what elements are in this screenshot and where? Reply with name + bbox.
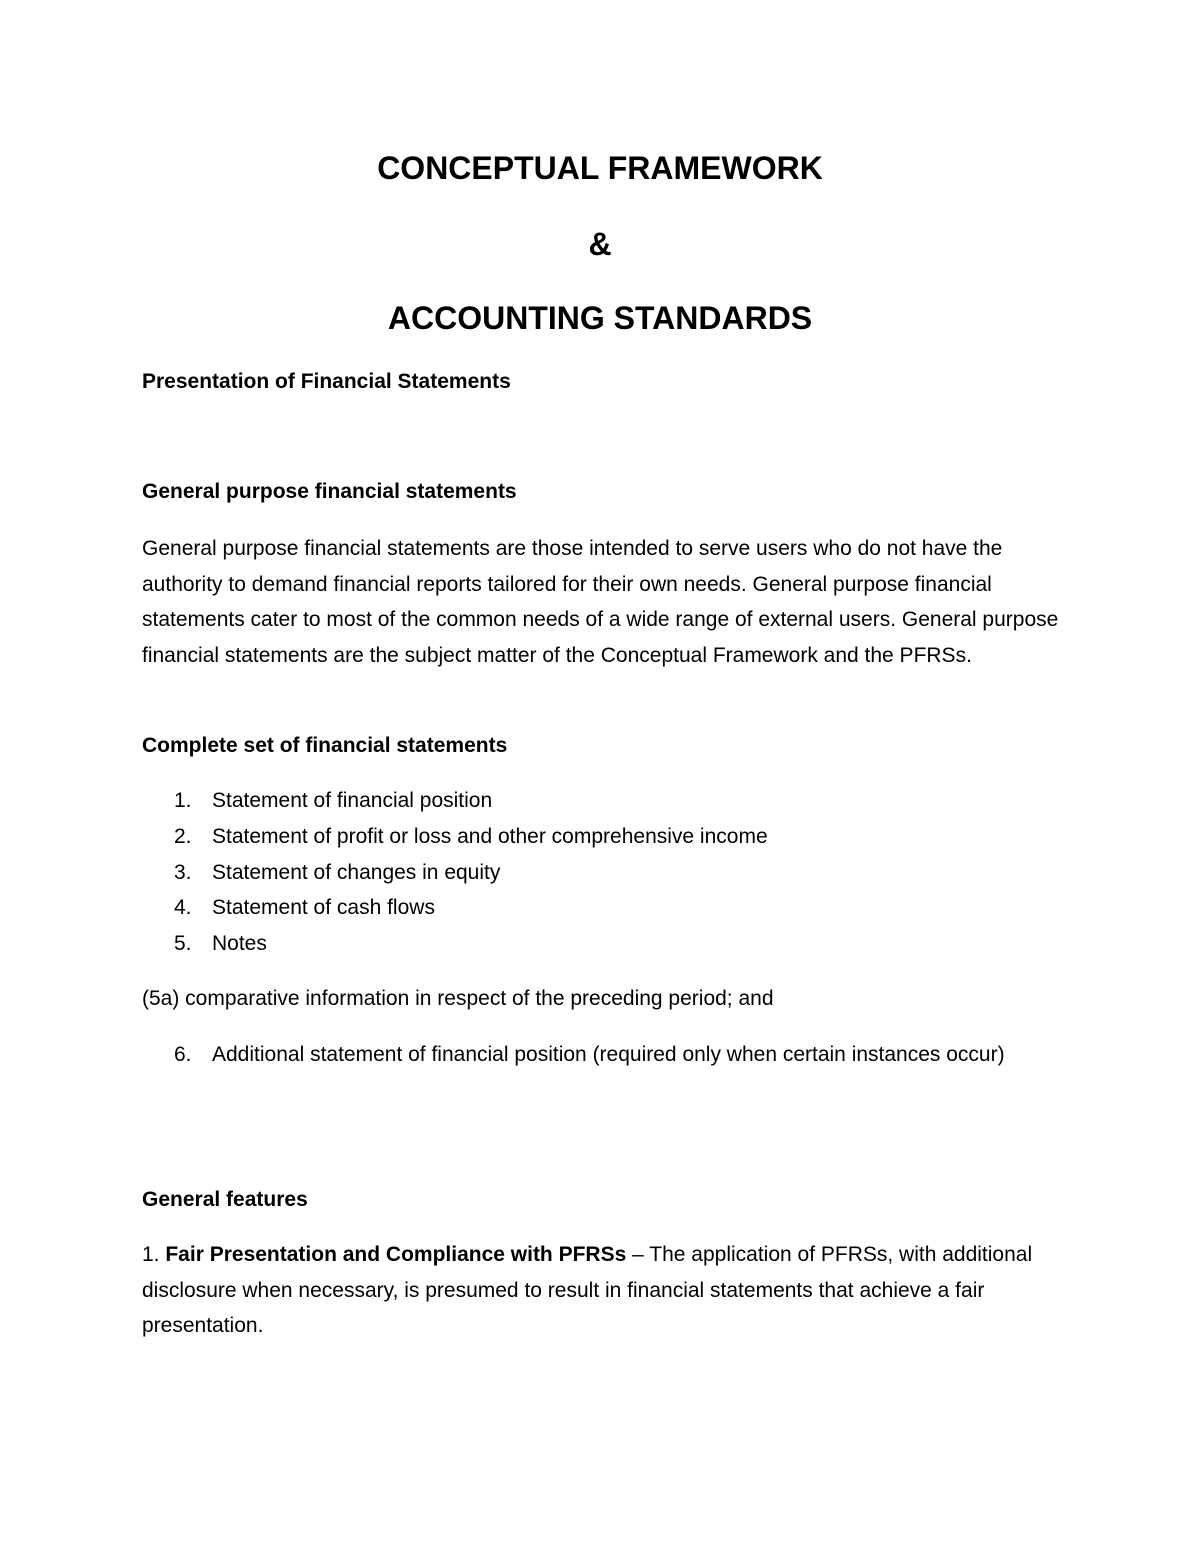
document-title-line1: CONCEPTUAL FRAMEWORK (377, 150, 823, 186)
list-item-text: Statement of profit or loss and other comprehensive income (212, 825, 768, 848)
list-item-number: 5. (174, 932, 192, 955)
paragraph-general-purpose: General purpose financial statements are those intended to serve users who do not have the authority to demand financial reports tailored for their own needs. General purpose financial statements cater to most of the common needs of a wide range of external users. General purpose financial statements are the subject matter of the Conceptual Framework and the PFRSs. (142, 537, 1059, 667)
list-item-text: Statement of financial position (212, 789, 493, 812)
document-title-ampersand: & (588, 226, 612, 262)
general-feature-text: – The application of PFRSs, with additional disclosure when necessary, is presumed to result in financial statements that achieve a fair presentation. (142, 1243, 1033, 1338)
document-title-line3: ACCOUNTING STANDARDS (387, 300, 813, 336)
list-item-text: Statement of cash flows (212, 896, 435, 919)
list-item-number: 6. (174, 1043, 192, 1066)
heading-complete-set: Complete set of financial statements (142, 734, 508, 757)
general-feature-item-1 (142, 1237, 1072, 1344)
list-item-text: Additional statement of financial position (required only when certain instances occur) (212, 1043, 1005, 1066)
list-item-text: Notes (212, 932, 267, 955)
list-item-number: 1. (174, 789, 192, 812)
list-item-number: 2. (174, 825, 192, 848)
list-item-text: Statement of changes in equity (212, 861, 501, 884)
note-5a: (5a) comparative information in respect of the preceding period; and (142, 987, 774, 1010)
list-item-number: 3. (174, 861, 192, 884)
list-item-number: 4. (174, 896, 192, 919)
heading-general-purpose: General purpose financial statements (142, 480, 517, 503)
section-heading-presentation: Presentation of Financial Statements (142, 370, 511, 393)
list-item (142, 1037, 1072, 1109)
general-feature-title: Fair Presentation and Compliance with PFRSs (165, 1243, 627, 1266)
general-feature-number: 1. (142, 1243, 160, 1266)
heading-general-features: General features (142, 1188, 308, 1211)
